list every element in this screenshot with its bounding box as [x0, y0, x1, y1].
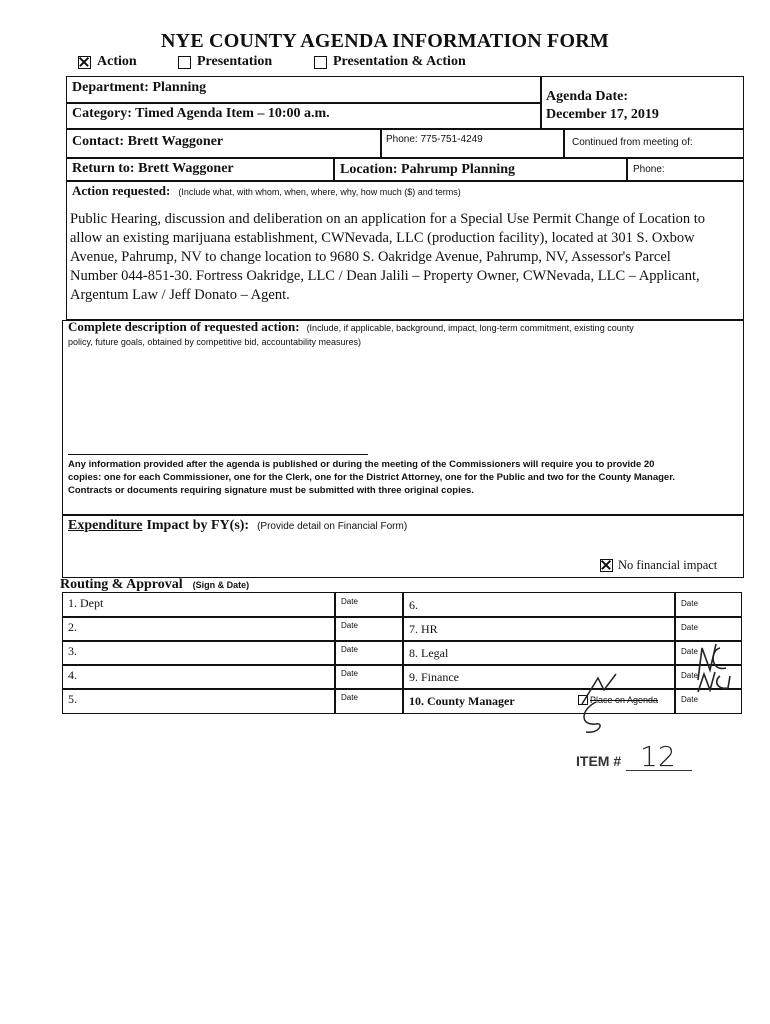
action-requested-text	[70, 210, 742, 305]
routing-heading	[60, 575, 249, 593]
item-label: ITEM #	[576, 753, 622, 769]
initials-stroke	[698, 672, 715, 692]
agenda-date-label: Agenda Date:	[546, 89, 629, 104]
form-title: NYE COUNTY AGENDA INFORMATION FORM	[161, 30, 609, 52]
phone2-field: Phone:	[633, 164, 665, 175]
date-label: Date	[681, 599, 698, 608]
date-label: Date	[341, 693, 358, 702]
location-field: Location: Pahrump Planning	[340, 162, 516, 177]
option-action-label: Action	[97, 54, 137, 69]
date-label: Date	[341, 597, 358, 606]
expenditure-label: Expenditure	[68, 518, 143, 533]
routing-left-4: 4.	[68, 668, 77, 682]
action-requested-heading	[72, 182, 461, 200]
date-label: Date	[681, 647, 698, 656]
action-requested-label: Action requested:	[72, 183, 171, 198]
routing-right-10: 10. County Manager	[409, 694, 515, 708]
no-impact-checkbox[interactable]	[600, 559, 613, 572]
routing-left-5: 5.	[68, 692, 77, 706]
impact-label: Impact by FY(s):	[146, 518, 250, 533]
date-label: Date	[341, 645, 358, 654]
phone-field: Phone: 775-751-4249	[386, 134, 483, 145]
routing-left-3: 3.	[68, 644, 77, 658]
presentation-checkbox[interactable]	[178, 56, 191, 69]
contact-field: Contact: Brett Waggoner	[72, 134, 224, 149]
department-field: Department: Planning	[72, 80, 207, 95]
date-label: Date	[341, 621, 358, 630]
action-line: allow an existing marijuana establishment, CWNevada, LLC (production facility), located at 301 S. Oxbow	[70, 230, 695, 246]
routing-hint: (Sign & Date)	[192, 580, 250, 590]
expenditure-heading	[68, 516, 407, 534]
action-line: Avenue, Pahrump, NV to change location to 9680 S. Oakridge Avenue, Pahrump, NV, Assessor's Parcel	[70, 249, 671, 265]
signature-stroke	[584, 702, 600, 732]
routing-right-9: 9. Finance	[409, 670, 459, 684]
date-label: Date	[341, 669, 358, 678]
action-checkbox[interactable]	[78, 56, 91, 69]
routing-right-6: 6.	[409, 598, 418, 612]
description-hint-1: (Include, if applicable, background, impact, long-term commitment, existing county	[306, 323, 634, 333]
place-on-agenda-label: Place on Agenda	[590, 695, 659, 705]
option-presentation[interactable]	[178, 54, 272, 70]
option-presentation-action[interactable]	[314, 54, 466, 70]
description-heading	[68, 320, 740, 349]
date-label: Date	[681, 671, 698, 680]
category-field: Category: Timed Agenda Item – 10:00 a.m.	[72, 106, 330, 121]
routing-label: Routing & Approval	[60, 577, 183, 592]
notice-line: Contracts or documents requiring signature must be submitted with three original copies.	[68, 485, 474, 496]
notice-rule	[68, 454, 368, 455]
action-line: Public Hearing, discussion and deliberation on an application for a Special Use Permit Change of Location to	[70, 211, 706, 227]
description-box	[62, 320, 744, 578]
checkmark-stroke	[582, 674, 616, 704]
no-impact-label: No financial impact	[618, 558, 718, 572]
presentation-action-checkbox[interactable]	[314, 56, 327, 69]
routing-left-2: 2.	[68, 620, 77, 634]
notice-line: copies: one for each Commissioner, one for the Clerk, one for the District Attorney, one for the Public and two for the County Manager.	[68, 472, 676, 483]
continued-from-field: Continued from meeting of:	[572, 137, 693, 148]
agenda-date-value: December 17, 2019	[546, 107, 659, 122]
option-presentation-action-label: Presentation & Action	[333, 54, 466, 69]
initials-stroke	[713, 648, 726, 668]
description-hint-2: policy, future goals, obtained by competitive bid, accountability measures)	[68, 337, 361, 347]
option-presentation-label: Presentation	[197, 54, 273, 69]
description-label: Complete description of requested action:	[68, 319, 300, 334]
routing-right-8: 8. Legal	[409, 646, 449, 660]
date-label: Date	[681, 695, 698, 704]
routing-left-1: 1. Dept	[68, 596, 104, 610]
option-action[interactable]	[78, 54, 137, 70]
action-requested-hint: (Include what, with whom, when, where, why, how much ($) and terms)	[178, 187, 461, 197]
handwritten-initials	[570, 630, 750, 740]
action-line: Number 044-851-30. Fortress Oakridge, LLC / Dean Jalili – Property Owner, CWNevada, LLC – Applicant,	[70, 268, 700, 284]
expenditure-hint: (Provide detail on Financial Form)	[257, 521, 408, 532]
routing-right-7: 7. HR	[409, 622, 438, 636]
notice-line: Any information provided after the agenda is published or during the meeting of the Commissioners will require you to provide 20	[68, 459, 655, 470]
return-to-field: Return to: Brett Waggoner	[72, 161, 234, 176]
initials-stroke	[717, 676, 730, 688]
date-label: Date	[681, 623, 698, 632]
no-financial-impact[interactable]	[600, 558, 717, 573]
copies-notice	[68, 458, 744, 497]
action-line: Argentum Law / Jeff Donato – Agent.	[70, 287, 290, 303]
item-number: 12	[640, 740, 676, 773]
